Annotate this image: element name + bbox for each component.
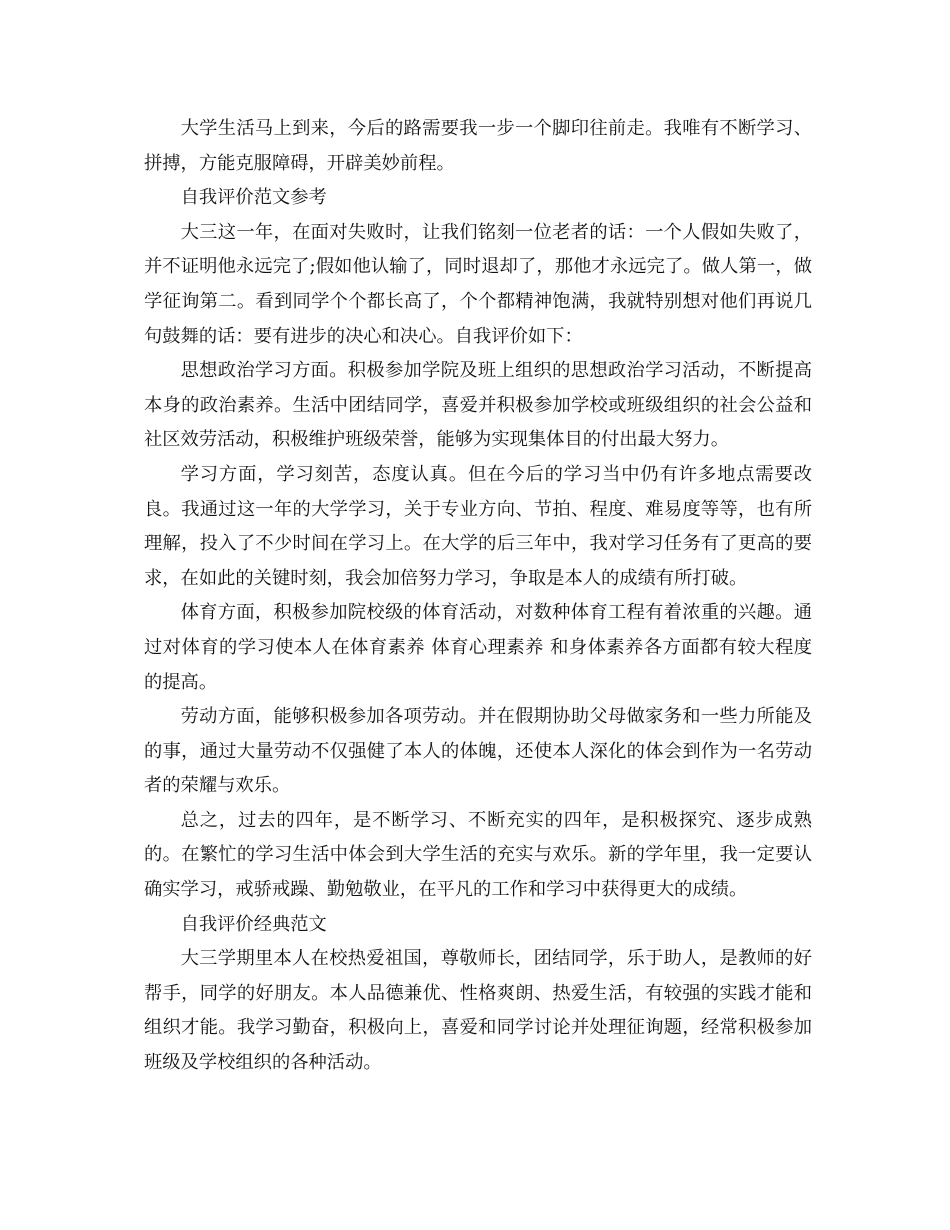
section-heading-reference: 自我评价范文参考 — [180, 187, 327, 209]
paragraph-political-study: 思想政治学习方面。积极参加学院及班上组织的思想政治学习活动，不断提高本身的政治素养。生活中团结同学，喜爱并积极参加学校或班级组织的社会公益和社区效劳活动，积极维护班级荣誉，能够为实现集体目的付出最大努力。 — [144, 360, 812, 451]
paragraph-summary: 总之，过去的四年，是不断学习、不断充实的四年，是积极探究、逐步成熟的。在繁忙的学习生活中体会到大学生活的充实与欢乐。新的学年里，我一定要认确实学习，戒骄戒躁、勤勉敬业，在平凡的工作和学习中获得更大的成绩。 — [144, 809, 812, 901]
document-body — [144, 112, 812, 1081]
paragraph-junior-year: 大三这一年，在面对失败时，让我们铭刻一位老者的话：一个人假如失败了，并不证明他永远完了;假如他认输了，同时退却了，那他才永远完了。做人第一，做学征询第二。看到同学个个都长高了，个个都精神饱满，我就特别想对他们再说几句鼓舞的话：要有进步的决心和决心。自我评价如下： — [144, 221, 812, 347]
paragraph-classic-example: 大三学期里本人在校热爱祖国，尊敬师长，团结同学，乐于助人，是教师的好帮手，同学的好朋友。本人品德兼优、性格爽朗、热爱生活，有较强的实践才能和组织才能。我学习勤奋，积极向上，喜爱和同学讨论并处理征询题，经常积极参加班级及学校组织的各种活动。 — [144, 948, 812, 1074]
section-heading-classic: 自我评价经典范文 — [180, 913, 327, 935]
paragraph-intro: 大学生活马上到来，今后的路需要我一步一个脚印往前走。我唯有不断学习、拼搏，方能克服障碍，开辟美妙前程。 — [144, 118, 812, 174]
paragraph-sports: 体育方面，积极参加院校级的体育活动，对数种体育工程有着浓重的兴趣。通过对体育的学习使本人在体育素养 体育心理素养 和身体素养各方面都有较大程度的提高。 — [144, 602, 812, 693]
paragraph-labor: 劳动方面，能够积极参加各项劳动。并在假期协助父母做家务和一些力所能及的事，通过大量劳动不仅强健了本人的体魄，还使本人深化的体会到作为一名劳动者的荣耀与欢乐。 — [144, 706, 812, 797]
paragraph-academic-study: 学习方面，学习刻苦，态度认真。但在今后的学习当中仍有许多地点需要改良。我通过这一年的大学学习，关于专业方向、节拍、程度、难易度等等，也有所理解，投入了不少时间在学习上。在大学的后三年中，我对学习任务有了更高的要求，在如此的关键时刻，我会加倍努力学习，争取是本人的成绩有所打破。 — [144, 463, 812, 589]
